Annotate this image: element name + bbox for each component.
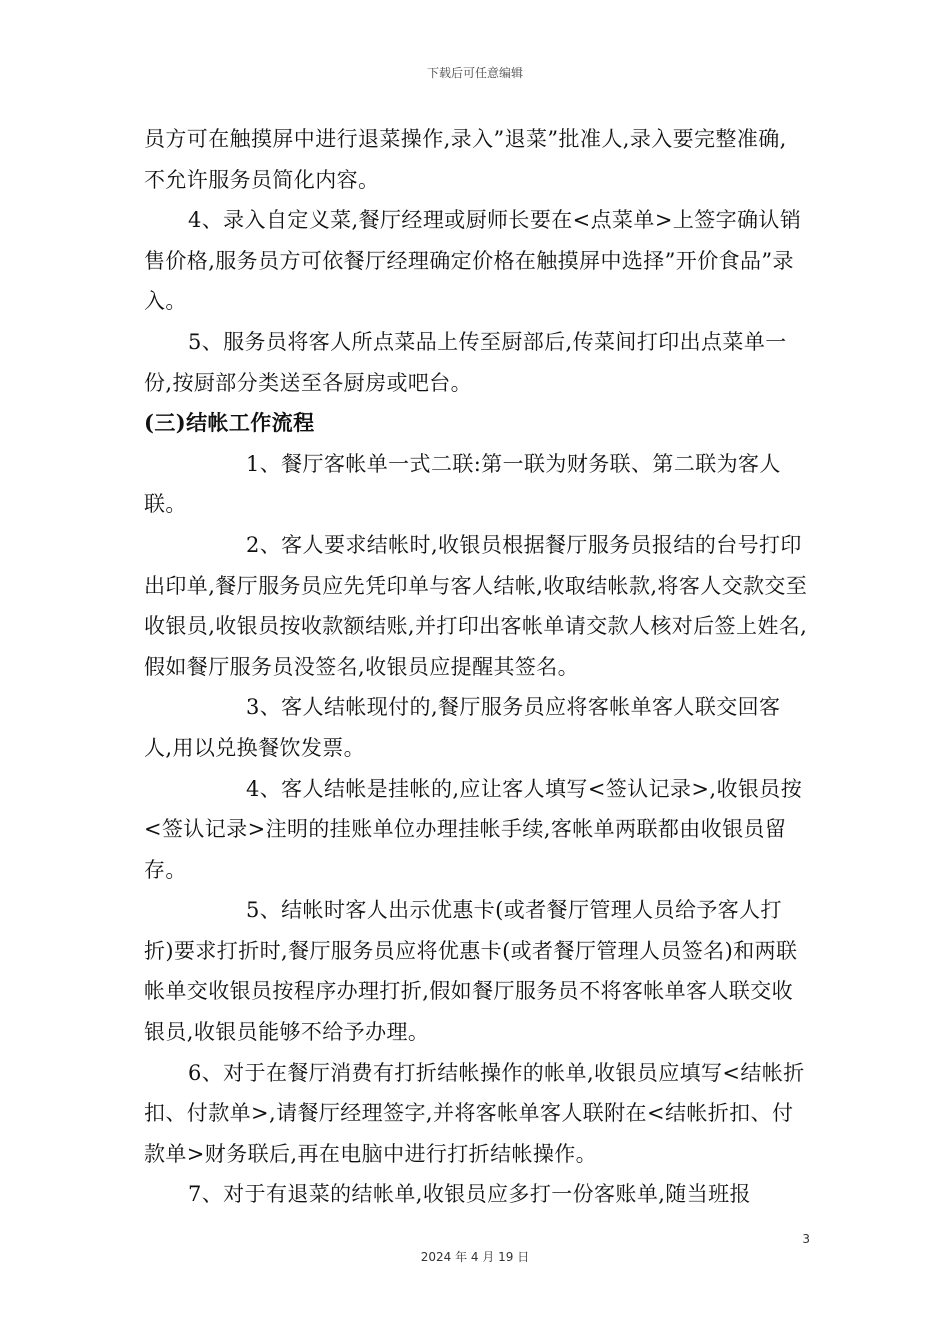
paragraph-continuation: 员方可在触摸屏中进行退菜操作,录入”退菜”批准人,录入要完整准确,不允许服务员简化内容。 xyxy=(144,127,787,192)
paragraph-checkout-3: 3、客人结帐现付的,餐厅服务员应将客帐单客人联交回客人,用以兑换餐饮发票。 xyxy=(144,695,781,760)
page-number: 3 xyxy=(802,1232,810,1246)
paragraph-checkout-4: 4、客人结帐是挂帐的,应让客人填写<签认记录>,收银员按<签认记录>注明的挂账单位办理挂帐手续,客帐单两联都由收银员留存。 xyxy=(144,776,803,882)
paragraph-item-4: 4、录入自定义菜,餐厅经理或厨师长要在<点菜单>上签字确认销售价格,服务员方可依餐厅经理确定价格在触摸屏中选择”开价食品”录入。 xyxy=(144,208,802,314)
header-note: 下载后可任意编辑 xyxy=(426,66,523,80)
section-heading: (三)结帐工作流程 xyxy=(144,410,315,436)
paragraph-checkout-7: 7、对于有退菜的结帐单,收银员应多打一份客账单,随当班报 xyxy=(188,1182,751,1207)
footer-date: 2024 年 4 月 19 日 xyxy=(420,1250,530,1264)
paragraph-item-5: 5、服务员将客人所点菜品上传至厨部后,传菜间打印出点菜单一份,按厨部分类送至各厨房或吧台。 xyxy=(144,329,787,395)
paragraph-checkout-2: 2、客人要求结帐时,收银员根据餐厅服务员报结的台号打印出印单,餐厅服务员应先凭印单与客人结帐,收取结帐款,将客人交款交至收银员,收银员按收款额结账,并打印出客帐单请交款人核对后签上姓名,假如餐厅服务员没签名,收银员应提醒其签名。 xyxy=(144,532,808,679)
paragraph-checkout-1: 1、餐厅客帐单一式二联:第一联为财务联、第二联为客人联。 xyxy=(144,451,781,517)
document-body xyxy=(144,119,808,1215)
paragraph-checkout-6: 6、对于在餐厅消费有打折结帐操作的帐单,收银员应填写<结帐折扣、付款单>,请餐厅经理签字,并将客帐单客人联附在<结帐折扣、付款单>财务联后,再在电脑中进行打折结帐操作。 xyxy=(144,1060,805,1166)
paragraph-checkout-5: 5、结帐时客人出示优惠卡(或者餐厅管理人员给予客人打折)要求打折时,餐厅服务员应将优惠卡(或者餐厅管理人员签名)和两联帐单交收银员按程序办理打折,假如餐厅服务员不将客帐单客人联交收银员,收银员能够不给予办理。 xyxy=(144,898,798,1045)
